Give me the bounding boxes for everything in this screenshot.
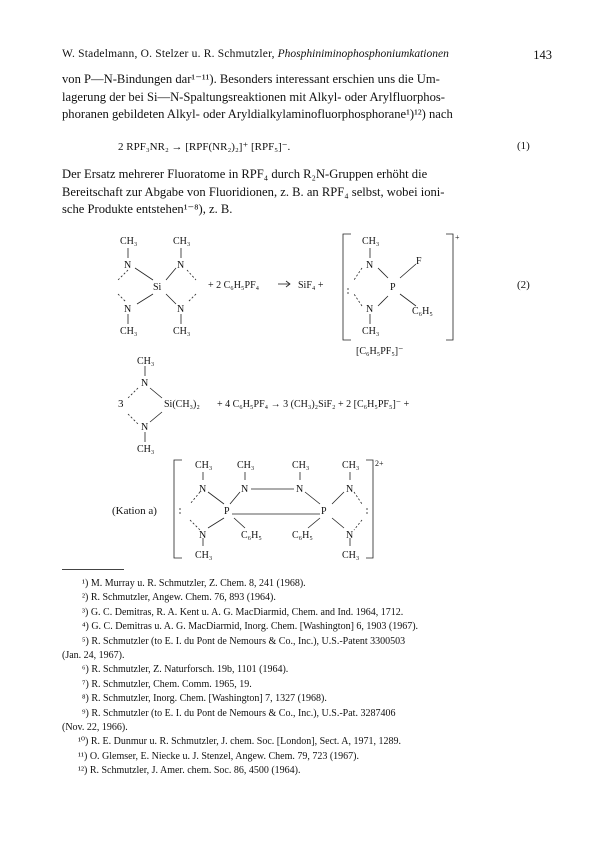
atom-label: N: [141, 422, 149, 433]
equation-1-number: (1): [517, 140, 530, 152]
atom-label: N: [366, 304, 374, 315]
reagent-text: + 2 C₆H₅PF₄: [208, 280, 260, 291]
reaction-scheme-3: [0, 352, 607, 456]
footnote: ⁶) R. Schmutzler, Z. Naturforsch. 19b, 1101 (1964).: [82, 664, 289, 676]
atom-label: CH₃: [292, 460, 310, 471]
footnote: ⁵) R. Schmutzler (to E. I. du Pont de Nemours & Co., Inc.), U.S.-Patent 3300503: [82, 635, 406, 647]
cation-a-label: (Kation a): [112, 505, 157, 517]
atom-label: N: [366, 260, 374, 271]
charge-label: +: [455, 233, 460, 242]
atom-label: CH₃: [342, 550, 360, 561]
atom-label: N: [124, 260, 132, 271]
atom-label: N: [241, 484, 249, 495]
atom-label: C₆H₅: [412, 306, 433, 317]
atom-label: CH₃: [137, 444, 155, 455]
paragraph-1-line: phoranen gebildeten Alkyl- oder Aryldialkylaminofluorphosphorane¹)¹²) nach: [62, 107, 453, 122]
footnote-continuation: (Nov. 22, 1966).: [62, 722, 128, 734]
paragraph-2: [62, 166, 551, 219]
si-group-label: Si(CH₃)₂: [164, 399, 200, 410]
atom-label: CH₃: [173, 236, 191, 247]
footnote: ⁹) R. Schmutzler (to E. I. du Pont de Nemours & Co., Inc.), U.S.-Pat. 3287406: [82, 707, 396, 719]
atom-label: C₆H₅: [241, 530, 262, 541]
equation-1: 2 RPF₃NR₂ → [RPF(NR₂)₂]⁺ [RPF₅]⁻.: [118, 141, 291, 153]
atom-label: P: [321, 506, 327, 517]
cation-a-structure: [0, 456, 607, 568]
atom-label: N: [141, 378, 149, 389]
reaction-rest: + 4 C₆H₅PF₄ → 3 (CH₃)₂SiF₂ + 2 [C₆H₅PF₅]⁻ +: [217, 399, 410, 410]
footnote-continuation: (Jan. 24, 1967).: [62, 650, 125, 662]
atom-label: N: [177, 260, 185, 271]
atom-label: CH₃: [137, 356, 155, 367]
atom-label: CH₃: [120, 326, 138, 337]
atom-label: C₆H₅: [292, 530, 313, 541]
footnote-separator: [62, 569, 124, 570]
atom-label: CH₃: [237, 460, 255, 471]
equation-2-number: (2): [517, 279, 530, 291]
footnote: ³) G. C. Demitras, R. A. Kent u. A. G. MacDiarmid, Chem. and Ind. 1964, 1712.: [82, 606, 404, 618]
atom-label: N: [199, 484, 207, 495]
atom-label: N: [199, 530, 207, 541]
footnote: ⁴) G. C. Demitras u. A. G. MacDiarmid, Inorg. Chem. [Washington] 6, 1903 (1967).: [82, 621, 419, 633]
atom-label: N: [177, 304, 185, 315]
atom-label: N: [346, 530, 354, 541]
atom-label: N: [124, 304, 132, 315]
header-title: Phosphiniminophosphoniumkationen: [277, 48, 449, 60]
atom-label: P: [390, 282, 396, 293]
atom-label: F: [416, 256, 422, 267]
header-authors: W. Stadelmann, O. Stelzer u. R. Schmutzler,: [62, 48, 275, 60]
atom-label: CH₃: [362, 236, 380, 247]
footnote: ⁷) R. Schmutzler, Chem. Comm. 1965, 19.: [82, 678, 252, 690]
paragraph-2-line: sche Produkte entstehen¹⁻⁸), z. B.: [62, 202, 233, 217]
paragraph-2-line: Der Ersatz mehrerer Fluoratome in RPF₄ durch R₂N-Gruppen erhöht die: [62, 167, 428, 181]
footnote: ²) R. Schmutzler, Angew. Chem. 76, 893 (1964).: [82, 592, 276, 604]
atom-label: CH₃: [362, 326, 380, 337]
paragraph-1: [62, 71, 551, 124]
footnote: ¹) M. Murray u. R. Schmutzler, Z. Chem. 8, 241 (1968).: [82, 578, 306, 589]
atom-label: CH₃: [173, 326, 191, 337]
atom-label: CH₃: [342, 460, 360, 471]
stoichiometric-coefficient: 3: [118, 398, 124, 410]
atom-label: Si: [153, 282, 162, 293]
atom-label: CH₃: [195, 550, 213, 561]
footnotes: [62, 577, 547, 779]
cation-molecule: [362, 233, 460, 337]
atom-label: P: [224, 506, 230, 517]
charge-label: 2+: [375, 459, 384, 468]
paragraph-1-line: von P—N-Bindungen dar¹⁻¹¹). Besonders interessant erschien uns die Um-: [62, 72, 440, 86]
atom-label: N: [346, 484, 354, 495]
reaction-scheme-2: [0, 228, 607, 358]
footnote: ¹⁰) R. E. Dunmur u. R. Schmutzler, J. chem. Soc. [London], Sect. A, 1971, 1289.: [78, 736, 401, 748]
page-number: 143: [533, 48, 552, 62]
paragraph-1-line: lagerung der bei Si—N-Spaltungsreaktionen mit Alkyl- oder Arylfluorphos-: [62, 89, 445, 104]
atom-label: N: [296, 484, 304, 495]
byproduct-text: SiF₄ +: [298, 280, 324, 291]
running-header: [62, 48, 552, 60]
reactant-molecule: [120, 236, 190, 337]
footnote: ¹¹) O. Glemser, E. Niecke u. J. Stenzel, Angew. Chem. 79, 723 (1967).: [78, 750, 360, 762]
footnote: ⁸) R. Schmutzler, Inorg. Chem. [Washington] 7, 1327 (1968).: [82, 693, 327, 705]
atom-label: CH₃: [120, 236, 138, 247]
paragraph-2-line: Bereitschaft zur Abgabe von Fluoridionen, z. B. an RPF₄ selbst, wobei ioni-: [62, 184, 445, 199]
atom-label: CH₃: [195, 460, 213, 471]
footnote: ¹²) R. Schmutzler, J. Amer. chem. Soc. 86, 4500 (1964).: [78, 765, 301, 777]
anion-text: [C₆H₅PF₅]⁻: [356, 346, 404, 357]
